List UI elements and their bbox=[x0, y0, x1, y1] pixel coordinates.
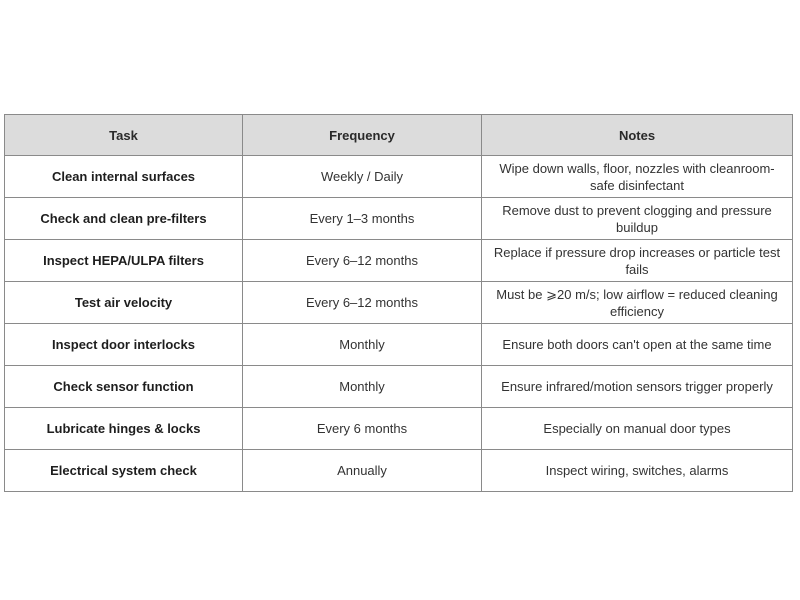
frequency-cell: Every 1–3 months bbox=[243, 198, 482, 240]
frequency-cell: Every 6–12 months bbox=[243, 240, 482, 282]
frequency-cell: Weekly / Daily bbox=[243, 156, 482, 198]
notes-cell: Ensure both doors can't open at the same time bbox=[482, 324, 793, 366]
notes-cell: Inspect wiring, switches, alarms bbox=[482, 450, 793, 492]
header-notes: Notes bbox=[482, 115, 793, 156]
notes-cell: Wipe down walls, floor, nozzles with cleanroom-safe disinfectant bbox=[482, 156, 793, 198]
frequency-cell: Monthly bbox=[243, 324, 482, 366]
task-cell: Electrical system check bbox=[5, 450, 243, 492]
notes-cell: Ensure infrared/motion sensors trigger properly bbox=[482, 366, 793, 408]
notes-cell: Must be ⩾20 m/s; low airflow = reduced cleaning efficiency bbox=[482, 282, 793, 324]
task-cell: Check and clean pre-filters bbox=[5, 198, 243, 240]
table-row bbox=[5, 240, 793, 282]
notes-cell: Remove dust to prevent clogging and pressure buildup bbox=[482, 198, 793, 240]
table-row bbox=[5, 450, 793, 492]
table-row bbox=[5, 156, 793, 198]
table-row bbox=[5, 366, 793, 408]
header-row bbox=[5, 115, 793, 156]
table-row bbox=[5, 282, 793, 324]
frequency-cell: Annually bbox=[243, 450, 482, 492]
task-cell: Check sensor function bbox=[5, 366, 243, 408]
task-cell: Inspect HEPA/ULPA filters bbox=[5, 240, 243, 282]
header-task: Task bbox=[5, 115, 243, 156]
frequency-cell: Every 6–12 months bbox=[243, 282, 482, 324]
notes-cell: Replace if pressure drop increases or particle test fails bbox=[482, 240, 793, 282]
table-row bbox=[5, 408, 793, 450]
task-cell: Lubricate hinges & locks bbox=[5, 408, 243, 450]
table-header bbox=[5, 115, 793, 156]
frequency-cell: Monthly bbox=[243, 366, 482, 408]
table-row bbox=[5, 198, 793, 240]
task-cell: Clean internal surfaces bbox=[5, 156, 243, 198]
header-frequency: Frequency bbox=[243, 115, 482, 156]
frequency-cell: Every 6 months bbox=[243, 408, 482, 450]
task-cell: Test air velocity bbox=[5, 282, 243, 324]
task-cell: Inspect door interlocks bbox=[5, 324, 243, 366]
table-body bbox=[5, 156, 793, 492]
maintenance-schedule-table bbox=[4, 114, 793, 492]
notes-cell: Especially on manual door types bbox=[482, 408, 793, 450]
table-row bbox=[5, 324, 793, 366]
